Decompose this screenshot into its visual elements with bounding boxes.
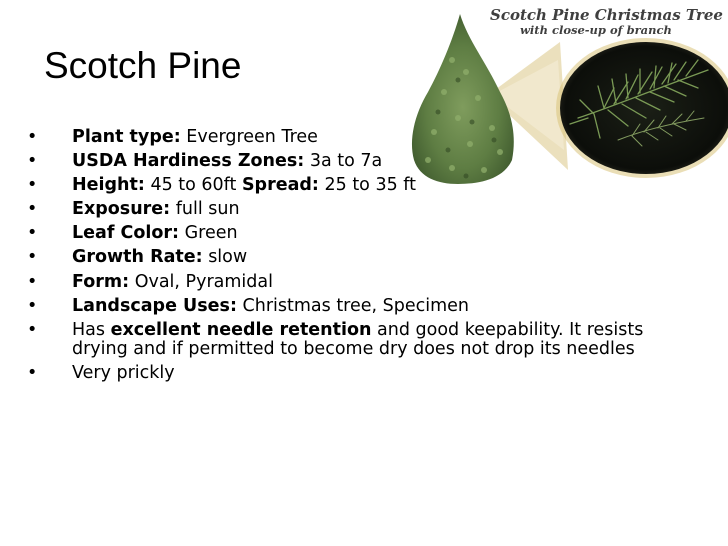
bullet-marker: • [27,271,38,292]
bullet-growth-rate: • Growth Rate: slow [27,247,248,268]
bullet-leaf-color: • Leaf Color: Green [27,223,238,244]
caption-line-2: with close-up of branch [520,23,672,37]
bullet-marker: • [27,319,38,340]
bullet-hardiness-zones: • USDA Hardiness Zones: 3a to 7a [27,151,383,172]
bullet-marker: • [27,247,38,268]
caption-line-1: Scotch Pine Christmas Tree [490,6,723,24]
bullet-marker: • [27,175,38,196]
bullet-form: • Form: Oval, Pyramidal [27,271,273,292]
bullet-list [22,128,697,388]
bullet-landscape-uses: • Landscape Uses: Christmas tree, Specimen [27,295,470,316]
bullet-marker: • [27,199,38,220]
bullet-very-prickly: • Very prickly [27,363,175,384]
bullet-marker: • [27,223,38,244]
bullet-needle-retention: • Has excellent needle retention and good keepability. It resists drying and if permitted to become dry does not drop its needles [27,319,644,360]
bullet-plant-type: • Plant type: Evergreen Tree [27,127,318,147]
bullet-height-spread: • Height: 45 to 60ft Spread: 25 to 35 ft [27,175,416,196]
bullet-marker: • [27,151,38,172]
bullet-marker: • [27,127,38,147]
bullet-marker: • [27,363,38,384]
bullet-marker: • [27,295,38,316]
bullet-exposure: • Exposure: full sun [27,199,240,220]
slide-title: Scotch Pine [44,45,242,86]
illustration-caption [490,6,723,37]
